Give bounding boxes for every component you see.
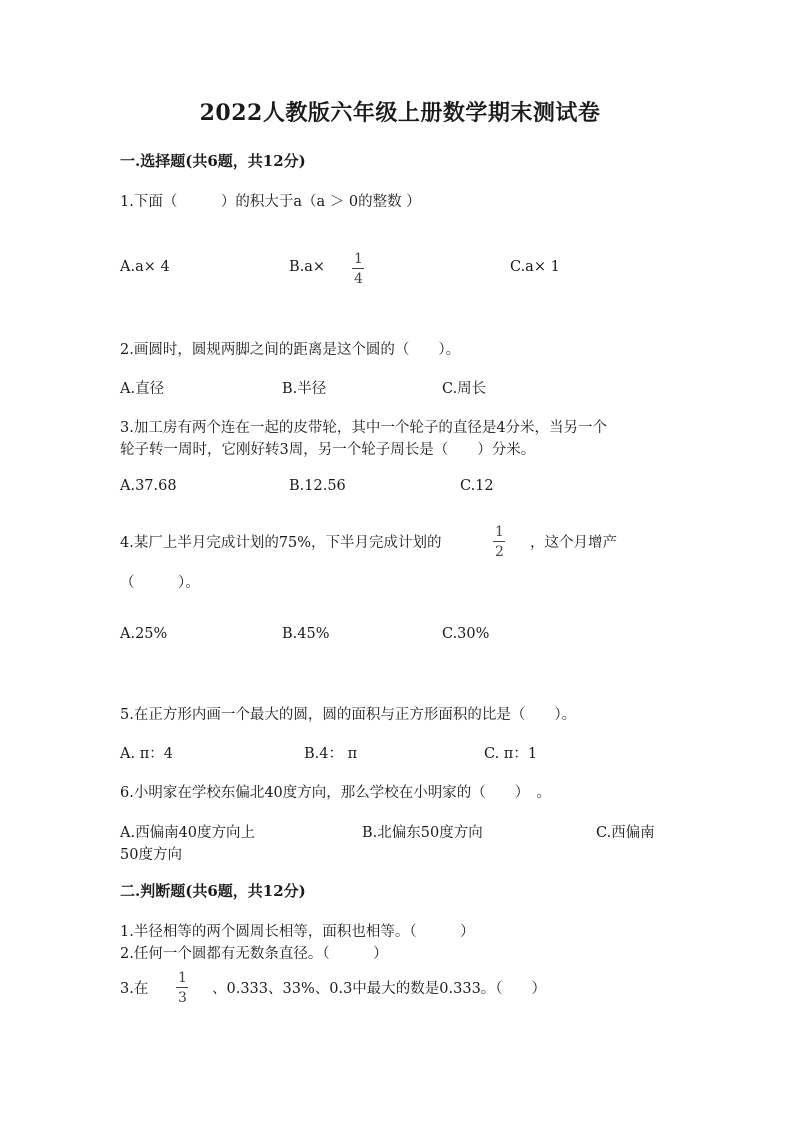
fraction-denominator: 4 — [354, 271, 363, 287]
fraction-denominator: 3 — [178, 990, 187, 1006]
page-title: 2022人教版六年级上册数学期末测试卷 — [199, 100, 601, 126]
judgement-question-3-text: 、0.333、33%、0.3中最大的数是0.333。（ ） — [212, 981, 547, 997]
fraction-numerator: 1 — [178, 970, 187, 986]
question-3-option-a: A.37.68 — [120, 478, 177, 494]
fraction-numerator: 1 — [354, 251, 363, 267]
question-5-option-c: C. π：1 — [484, 746, 538, 762]
question-1-option-b: B.a× — [289, 259, 326, 275]
question-2-option-a: A.直径 — [120, 381, 165, 397]
question-4-option-b: B.45% — [282, 626, 330, 642]
question-4-fraction — [493, 525, 506, 559]
question-2-option-b: B.半径 — [282, 381, 327, 397]
judgement-question-2: 2.任何一个圆都有无数条直径。（ ） — [120, 946, 388, 962]
question-5-option-a: A. π：4 — [120, 746, 173, 762]
question-5-text: 5.在正方形内画一个最大的圆，圆的面积与正方形面积的比是（ ）。 — [120, 707, 577, 723]
question-6-option-c-continued: 50度方向 — [120, 847, 182, 863]
question-6-text: 6.小明家在学校东偏北40度方向，那么学校在小明家的（ ） 。 — [120, 785, 552, 801]
question-4-text-before-fraction: 4.某厂上半月完成计划的75%，下半月完成计划的 — [120, 535, 442, 551]
question-2-text: 2.画圆时，圆规两脚之间的距离是这个圆的（ ）。 — [120, 342, 461, 358]
section-heading-choice: 一.选择题(共6题，共12分) — [120, 152, 306, 170]
question-3-line-1: 3.加工房有两个连在一起的皮带轮，其中一个轮子的直径是4分米，当另一个 — [120, 420, 608, 436]
question-3-option-c: C.12 — [460, 478, 494, 494]
question-1-option-c: C.a× 1 — [510, 259, 560, 275]
question-6-option-a: A.西偏南40度方向上 — [120, 825, 256, 841]
question-4-option-c: C.30% — [442, 626, 490, 642]
judgement-question-3-prefix: 3.在 — [120, 981, 149, 997]
question-1-option-a: A.a× 4 — [120, 259, 170, 275]
question-4-text-after-fraction: ，这个月增产 — [530, 535, 617, 551]
question-4-option-a: A.25% — [120, 626, 168, 642]
question-3-line-2: 轮子转一周时，它刚好转3周，另一个轮子周长是（ ）分米。 — [120, 442, 536, 458]
question-4-line-2: （ ）。 — [120, 575, 200, 591]
question-6-option-b: B.北偏东50度方向 — [362, 825, 483, 841]
question-6-option-c: C.西偏南 — [596, 825, 655, 841]
judgement-question-3-fraction — [176, 971, 189, 1005]
question-5-option-b: B.4： π — [304, 746, 358, 762]
judgement-question-1: 1.半径相等的两个圆周长相等，面积也相等。（ ） — [120, 924, 475, 940]
section-heading-judgement: 二.判断题(共6题，共12分) — [120, 882, 306, 900]
fraction-denominator: 2 — [495, 544, 504, 560]
question-2-option-c: C.周长 — [442, 381, 487, 397]
question-1-text: 1.下面（ ）的积大于a（a ＞ 0的整数 ） — [120, 194, 421, 210]
question-1-option-b-fraction — [352, 252, 365, 286]
fraction-numerator: 1 — [495, 524, 504, 540]
question-3-option-b: B.12.56 — [289, 478, 346, 494]
